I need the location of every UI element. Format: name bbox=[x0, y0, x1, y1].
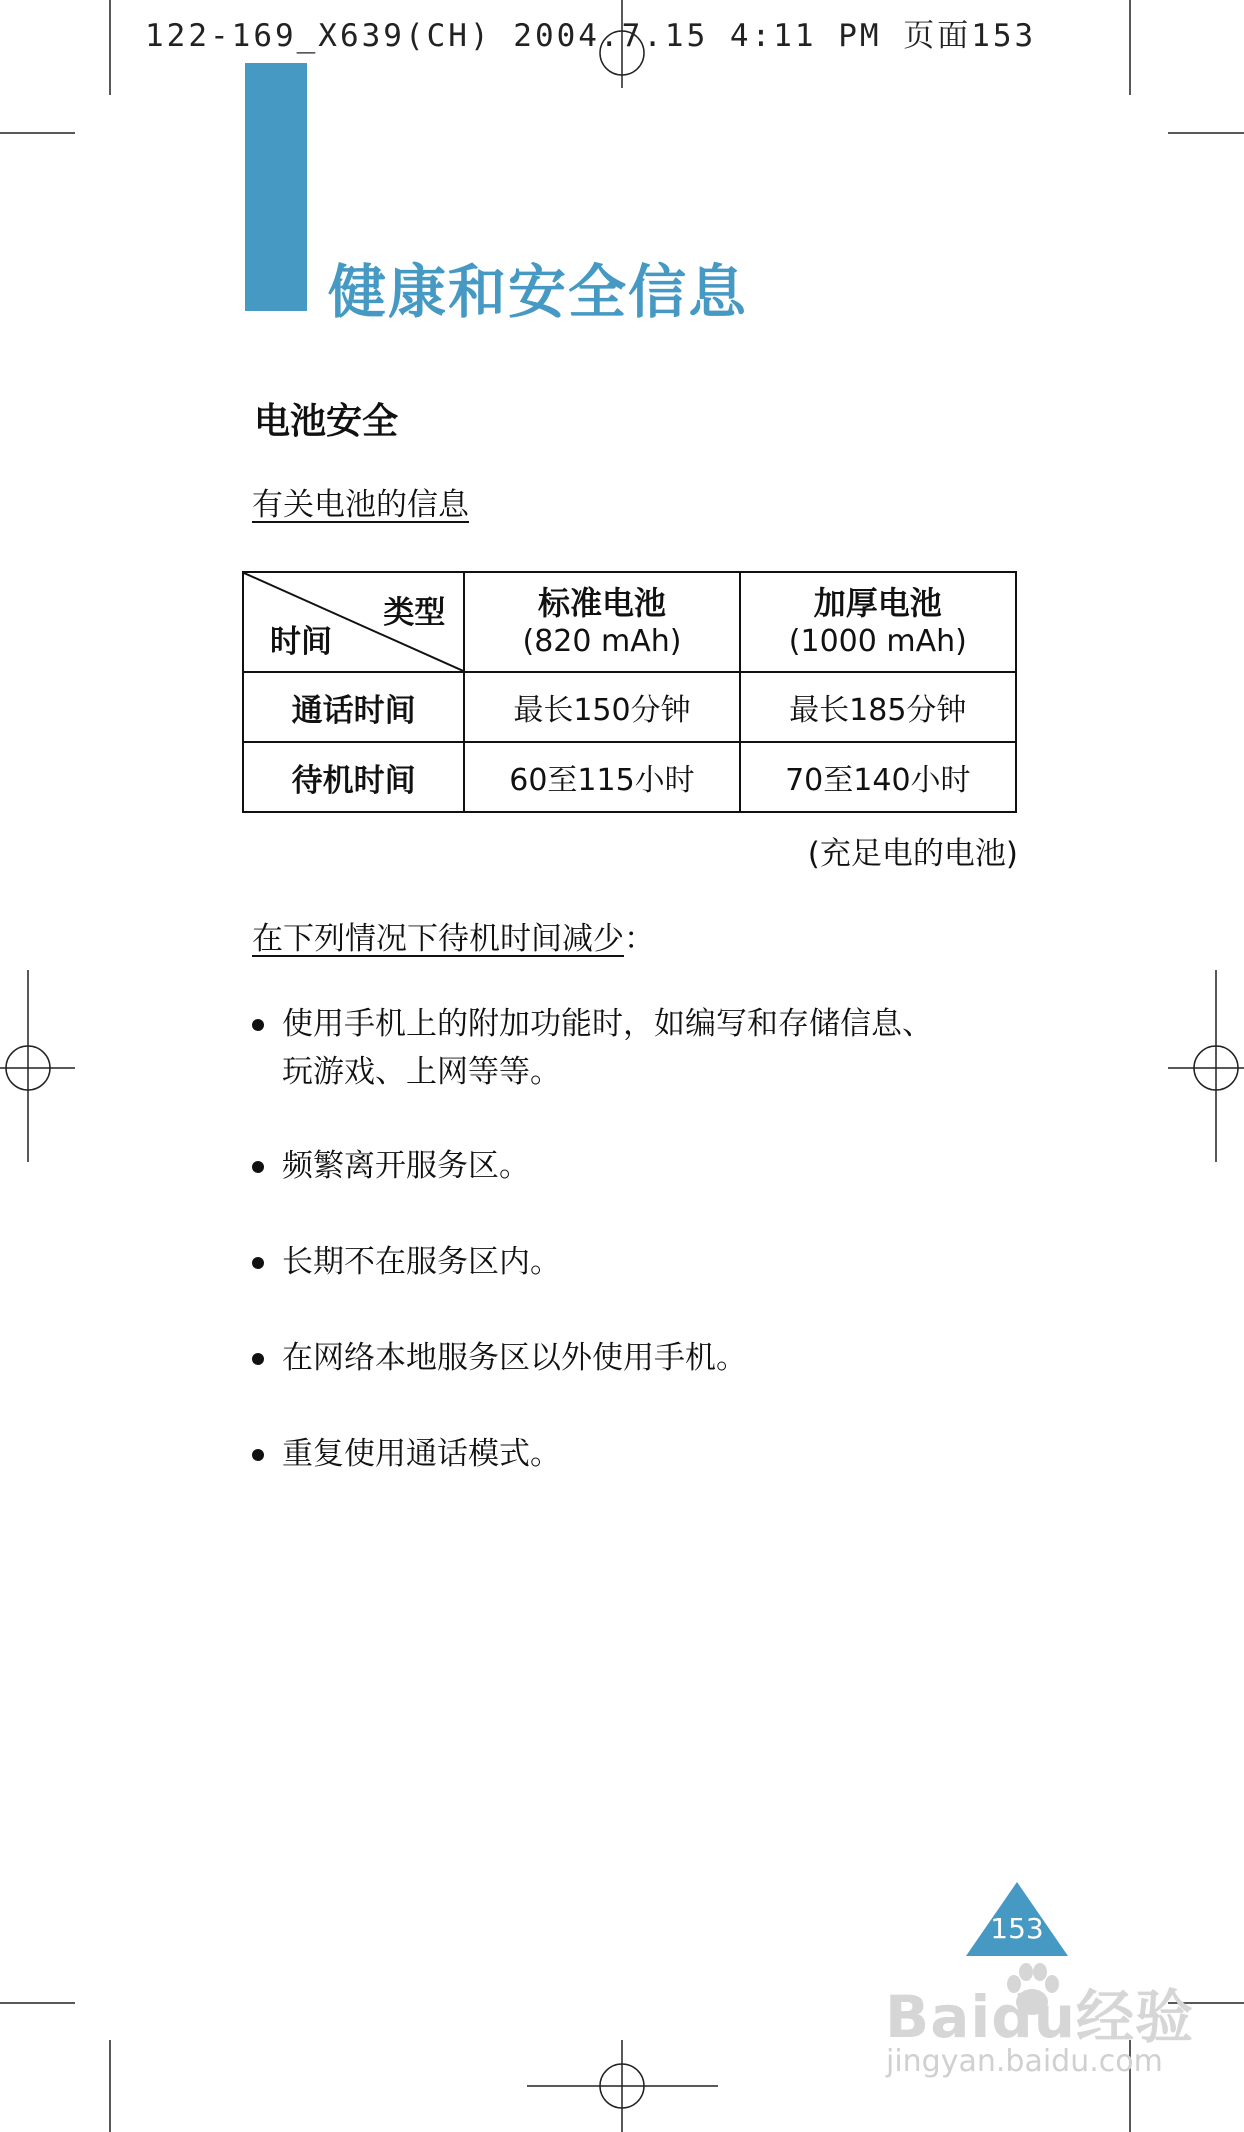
column-header bbox=[464, 572, 739, 672]
battery-table bbox=[242, 571, 1017, 813]
section-heading: 电池安全 bbox=[254, 401, 399, 442]
table-note: (充足电的电池) bbox=[807, 836, 1018, 872]
table-row bbox=[243, 742, 1016, 812]
bullet-icon bbox=[252, 1353, 264, 1365]
list-item bbox=[252, 1430, 1012, 1478]
bullet-icon bbox=[252, 1257, 264, 1269]
column-name: 加厚电池 bbox=[813, 584, 942, 622]
table-cell: 最长185分钟 bbox=[740, 672, 1016, 742]
list-item-text: 长期不在服务区内。 bbox=[282, 1244, 561, 1280]
standby-intro-suffix: ： bbox=[624, 921, 655, 957]
column-capacity: (1000 mAh) bbox=[788, 624, 967, 659]
corner-time-label: 时间 bbox=[270, 624, 332, 660]
standby-intro-text: 在下列情况下待机时间减少 bbox=[252, 921, 624, 957]
column-capacity: (820 mAh) bbox=[522, 624, 682, 659]
page-title: 健康和安全信息 bbox=[328, 258, 749, 326]
table-header-row bbox=[243, 572, 1016, 672]
list-item-text: 玩游戏、上网等等。 bbox=[282, 1054, 561, 1090]
print-header: 122-169_X639(CH) 2004.7.15 4:11 PM 页面153 bbox=[145, 18, 1037, 54]
table-cell: 60至115小时 bbox=[464, 742, 739, 812]
bullet-icon bbox=[252, 1161, 264, 1173]
table-row bbox=[243, 672, 1016, 742]
bullet-list bbox=[252, 1000, 1012, 1526]
row-label: 待机时间 bbox=[243, 742, 464, 812]
list-item-text: 在网络本地服务区以外使用手机。 bbox=[282, 1340, 747, 1376]
column-name: 标准电池 bbox=[537, 584, 666, 622]
bullet-icon bbox=[252, 1019, 264, 1031]
list-item bbox=[252, 1334, 1012, 1382]
standby-intro bbox=[252, 913, 655, 958]
table-cell: 最长150分钟 bbox=[464, 672, 739, 742]
list-item bbox=[252, 1142, 1012, 1190]
accent-bar bbox=[245, 63, 307, 311]
list-item-text: 重复使用通话模式。 bbox=[282, 1436, 561, 1472]
watermark-url: jingyan.baidu.com bbox=[886, 2044, 1163, 2079]
table-cell: 70至140小时 bbox=[740, 742, 1016, 812]
list-item bbox=[252, 1000, 1012, 1096]
column-header bbox=[740, 572, 1016, 672]
watermark-logo: Baidu经验 bbox=[885, 1983, 1195, 2051]
subheading: 有关电池的信息 bbox=[252, 487, 469, 523]
corner-type-label: 类型 bbox=[383, 595, 446, 631]
list-item-text: 使用手机上的附加功能时，如编写和存储信息、 bbox=[282, 1006, 933, 1042]
page-number: 153 bbox=[990, 1912, 1044, 1945]
row-label: 通话时间 bbox=[243, 672, 464, 742]
list-item-text: 频繁离开服务区。 bbox=[282, 1148, 530, 1184]
list-item bbox=[252, 1238, 1012, 1286]
corner-cell bbox=[243, 572, 464, 672]
bullet-icon bbox=[252, 1449, 264, 1461]
